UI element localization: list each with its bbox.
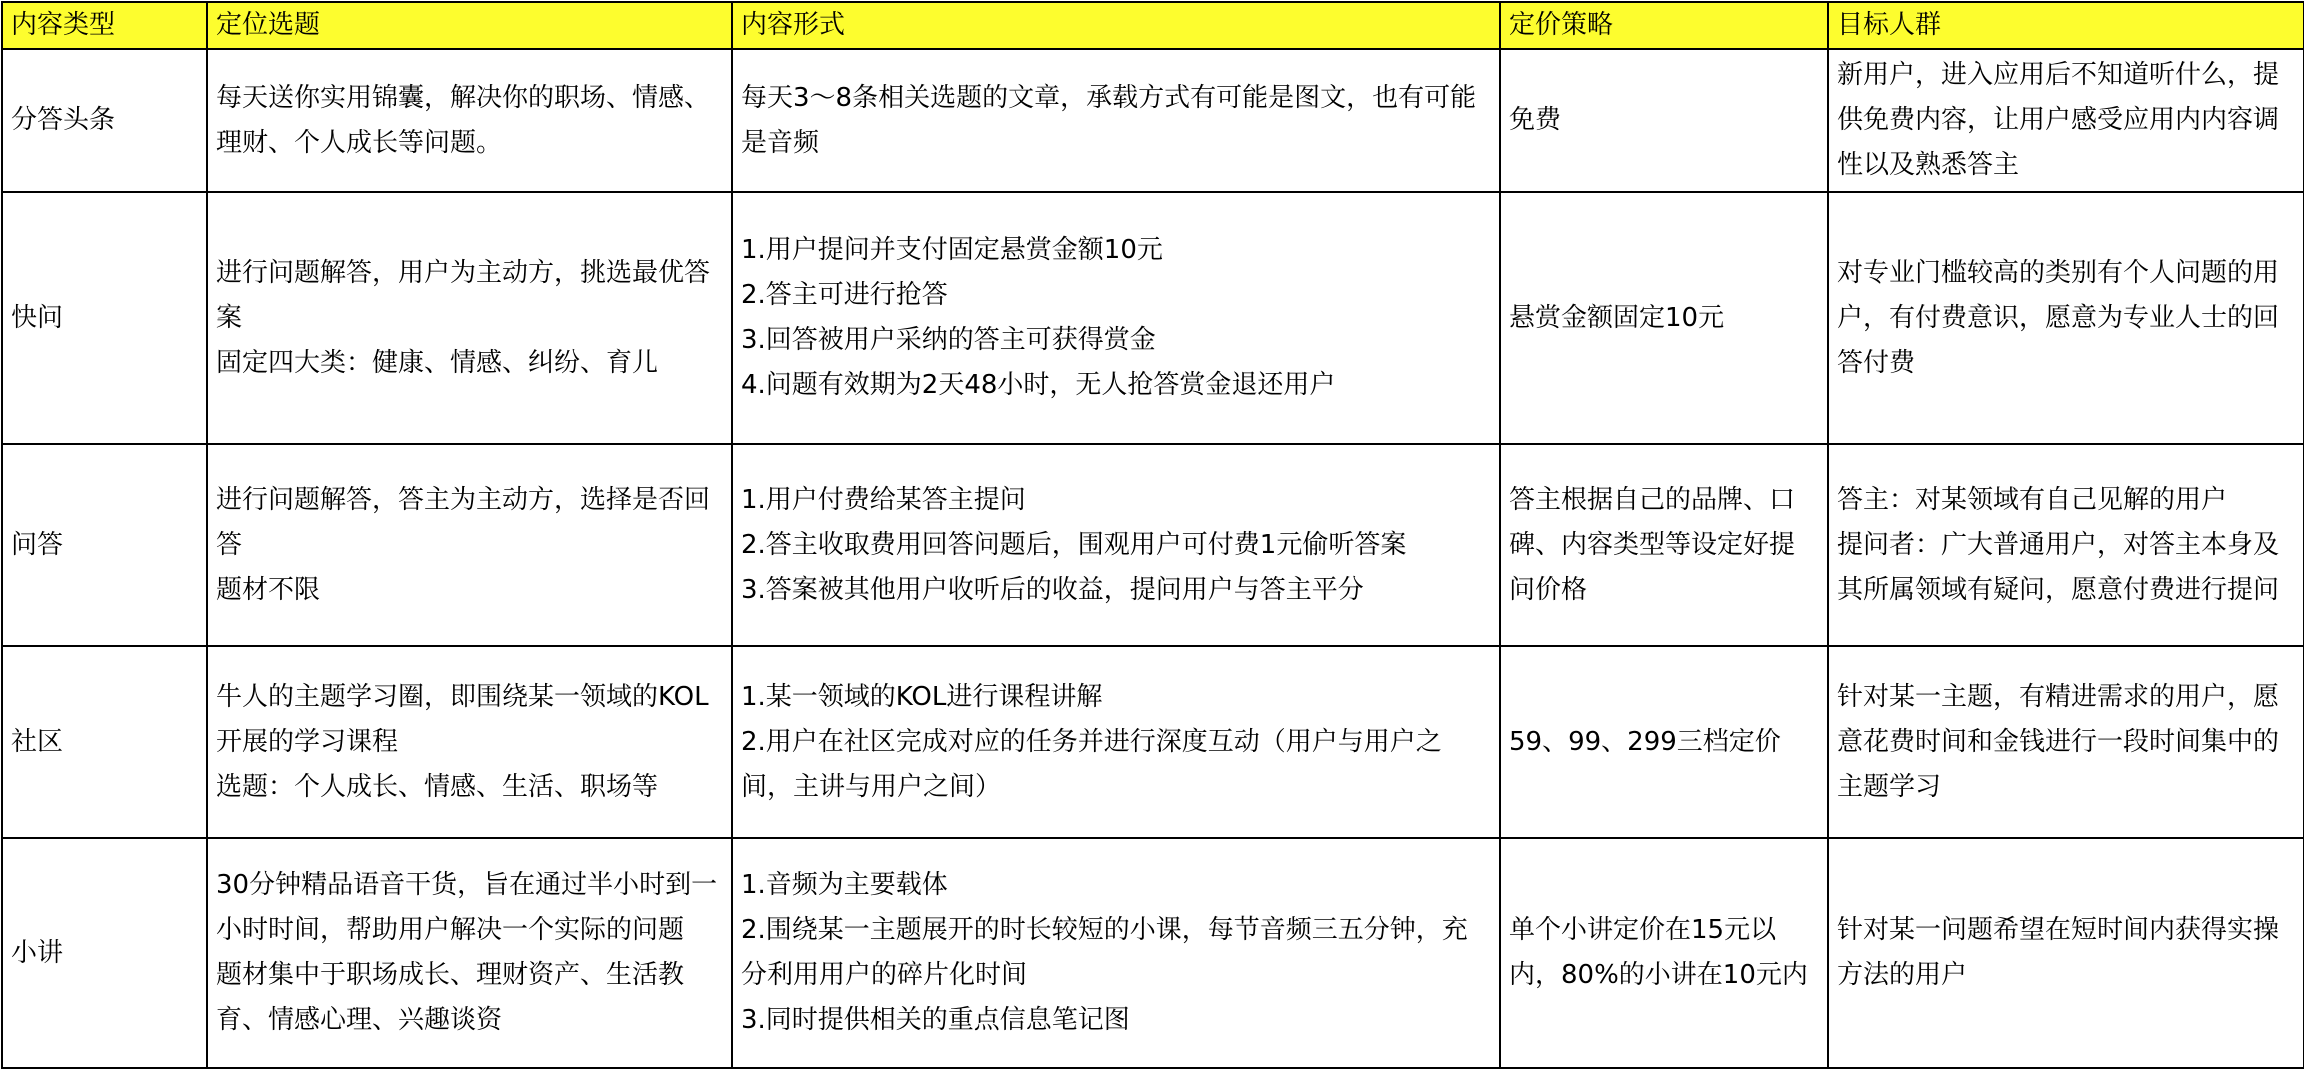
cell-line: 答主：对某领域有自己见解的用户 (1837, 484, 2228, 515)
cell-topic (207, 192, 732, 444)
cell-line: 1.用户付费给某答主提问 (741, 484, 1026, 515)
cell-pricing (1500, 49, 1828, 192)
cell-line: 59、99、299三档定价 (1509, 726, 1781, 757)
cell-line: 社区 (11, 726, 64, 757)
cell-line: 2.答主收取费用回答问题后，围观用户可付费1元偷听答案 (741, 529, 1407, 560)
table-row (2, 192, 2304, 444)
cell-line: 提问者：广大普通用户，对答主本身及其所属领域有疑问，愿意付费进行提问 (1837, 529, 2280, 605)
cell-topic (207, 838, 732, 1068)
table-row (2, 49, 2304, 192)
cell-line: 对专业门槛较高的类别有个人问题的用户，有付费意识，愿意为专业人士的回答付费 (1837, 257, 2280, 378)
cell-line: 4.问题有效期为2天48小时，无人抢答赏金退还用户 (741, 370, 1336, 400)
cell-line: 1.某一领域的KOL进行课程讲解 (741, 681, 1103, 712)
cell-line: 3.同时提供相关的重点信息笔记图 (741, 1005, 1130, 1035)
cell-line: 分答头条 (11, 105, 116, 135)
cell-line: 选题：个人成长、情感、生活、职场等 (216, 771, 659, 802)
cell-topic (207, 49, 732, 192)
cell-line: 题材不限 (216, 574, 321, 605)
table-row (2, 444, 2304, 646)
cell-line: 小讲 (11, 937, 64, 968)
cell-line: 牛人的主题学习圈，即围绕某一领域的KOL开展的学习课程 (216, 681, 709, 757)
cell-line: 新用户，进入应用后不知道听什么，提供免费内容，让用户感受应用内内容调性以及熟悉答主 (1837, 60, 2280, 180)
header-audience: 目标人群 (1828, 2, 2304, 49)
cell-line: 固定四大类：健康、情感、纠纷、育儿 (216, 347, 659, 378)
cell-pricing (1500, 646, 1828, 838)
cell-topic (207, 444, 732, 646)
cell-line: 3.回答被用户采纳的答主可获得赏金 (741, 325, 1156, 355)
cell-line: 进行问题解答，用户为主动方，挑选最优答案 (216, 257, 711, 333)
cell-audience (1828, 838, 2304, 1068)
cell-line: 2.用户在社区完成对应的任务并进行深度互动（用户与用户之间，主讲与用户之间） (741, 726, 1442, 802)
cell-line: 针对某一主题，有精进需求的用户，愿意花费时间和金钱进行一段时间集中的主题学习 (1837, 681, 2280, 802)
header-row (2, 2, 2304, 49)
cell-form (732, 444, 1500, 646)
header-topic: 定位选题 (207, 2, 732, 49)
cell-line: 问答 (11, 529, 64, 560)
cell-form (732, 49, 1500, 192)
cell-line: 快问 (11, 302, 64, 333)
cell-audience (1828, 646, 2304, 838)
cell-line: 针对某一问题希望在短时间内获得实操方法的用户 (1837, 915, 2280, 990)
cell-type (2, 838, 207, 1068)
cell-line: 每天送你实用锦囊，解决你的职场、情感、理财、个人成长等问题。 (216, 82, 711, 158)
cell-line: 1.用户提问并支付固定悬赏金额10元 (741, 235, 1163, 265)
cell-type (2, 646, 207, 838)
cell-form (732, 838, 1500, 1068)
cell-line: 30分钟精品语音干货，旨在通过半小时到一小时时间，帮助用户解决一个实际的问题 (216, 870, 718, 945)
cell-line: 答主根据自己的品牌、口碑、内容类型等设定好提问价格 (1509, 484, 1796, 605)
header-form: 内容形式 (732, 2, 1500, 49)
cell-pricing (1500, 192, 1828, 444)
cell-topic (207, 646, 732, 838)
cell-form (732, 646, 1500, 838)
cell-audience (1828, 444, 2304, 646)
cell-line: 题材集中于职场成长、理财资产、生活教育、情感心理、兴趣谈资 (216, 960, 685, 1035)
cell-type (2, 444, 207, 646)
cell-line: 单个小讲定价在15元以内，80%的小讲在10元内 (1509, 915, 1808, 990)
header-content-type: 内容类型 (2, 2, 207, 49)
cell-type (2, 192, 207, 444)
header-pricing: 定价策略 (1500, 2, 1828, 49)
content-type-table (1, 1, 2304, 1069)
cell-audience (1828, 49, 2304, 192)
cell-line: 2.答主可进行抢答 (741, 280, 948, 310)
cell-line: 悬赏金额固定10元 (1509, 302, 1725, 333)
cell-line: 免费 (1509, 105, 1562, 135)
cell-audience (1828, 192, 2304, 444)
cell-pricing (1500, 444, 1828, 646)
cell-line: 1.音频为主要载体 (741, 870, 948, 900)
table-row (2, 646, 2304, 838)
cell-pricing (1500, 838, 1828, 1068)
cell-line: 每天3～8条相关选题的文章，承载方式有可能是图文，也有可能是音频 (741, 82, 1477, 158)
cell-line: 3.答案被其他用户收听后的收益，提问用户与答主平分 (741, 574, 1364, 605)
cell-form (732, 192, 1500, 444)
cell-line: 进行问题解答，答主为主动方，选择是否回答 (216, 484, 711, 560)
cell-line: 2.围绕某一主题展开的时长较短的小课，每节音频三五分钟，充分利用用户的碎片化时间 (741, 915, 1468, 990)
cell-type (2, 49, 207, 192)
table-row (2, 838, 2304, 1068)
